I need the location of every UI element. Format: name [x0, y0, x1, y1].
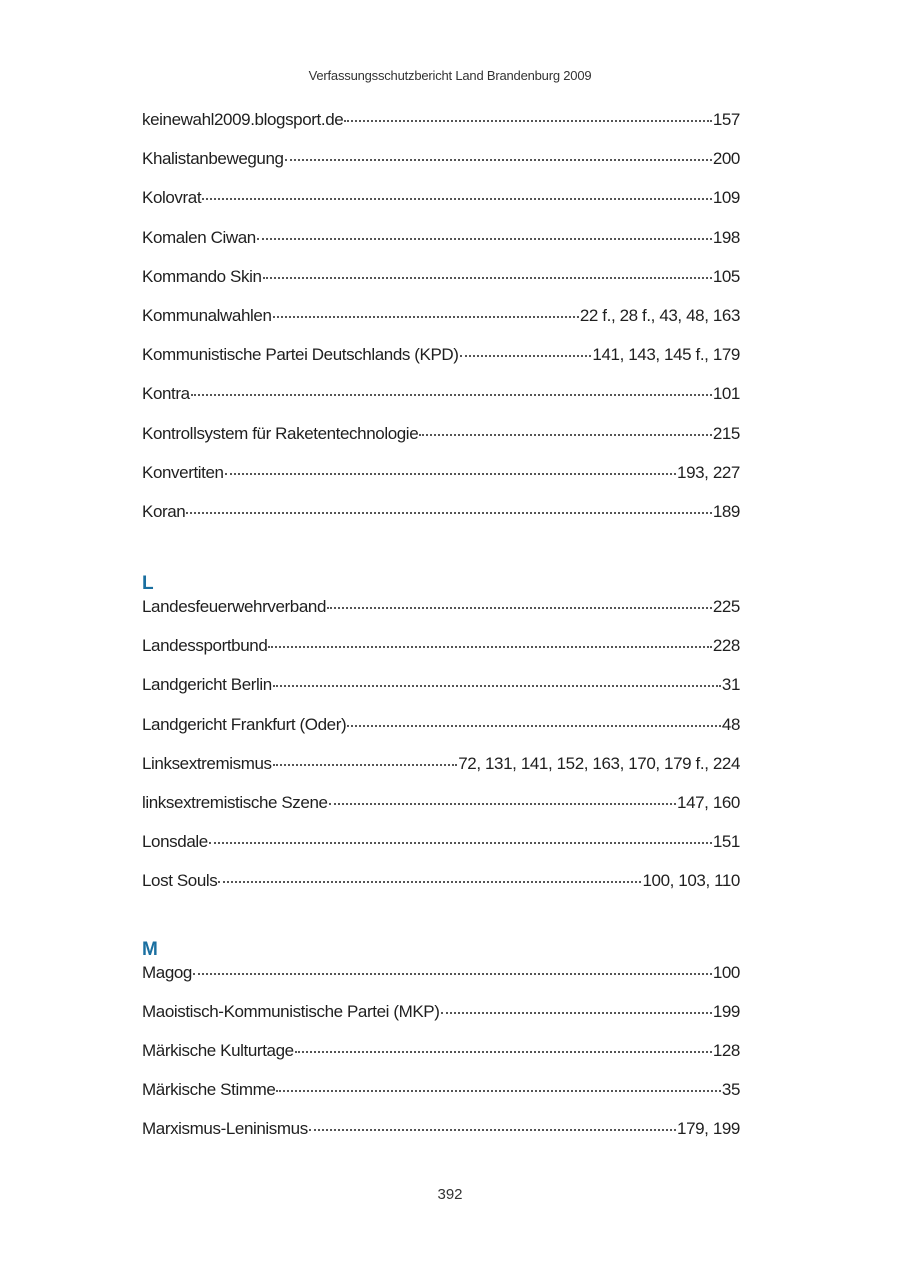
dot-leader	[218, 881, 641, 883]
dot-leader	[309, 1129, 676, 1131]
dot-leader	[273, 316, 579, 318]
dot-leader	[441, 1012, 712, 1014]
index-section-k	[142, 110, 740, 541]
dot-leader	[347, 725, 721, 727]
entry-term: Linksextremismus	[142, 753, 272, 773]
index-entry	[142, 228, 740, 267]
index-entry	[142, 1041, 740, 1080]
entry-term: Lost Souls	[142, 871, 218, 891]
entry-term: Kolovrat	[142, 188, 202, 208]
dot-leader	[327, 607, 712, 609]
running-header: Verfassungsschutzbericht Land Brandenburg 2009	[308, 68, 592, 83]
page-number: 392	[437, 1186, 463, 1203]
dot-leader	[419, 434, 712, 436]
entry-pages: 48	[721, 714, 740, 734]
entry-term: Lonsdale	[142, 832, 208, 852]
index-entry	[142, 754, 740, 793]
entry-pages: 35	[721, 1080, 740, 1100]
entry-pages: 179, 199	[677, 1119, 740, 1139]
entry-term: Kommando Skin	[142, 266, 262, 286]
entry-term: Landessportbund	[142, 636, 268, 656]
entry-pages: 193, 227	[677, 462, 740, 482]
entry-pages: 141, 143, 145 f., 179	[592, 345, 740, 365]
dot-leader	[202, 198, 712, 200]
index-entry	[142, 306, 740, 345]
entry-pages: 157	[712, 110, 740, 129]
entry-pages: 151	[712, 832, 740, 852]
entry-term: Kontrollsystem für Raketentechnologie	[142, 423, 419, 443]
index-entry	[142, 1119, 740, 1158]
entry-term: Landesfeuerwehrverband	[142, 597, 327, 617]
entry-term: Maoistisch-Kommunistische Partei (MKP)	[142, 1001, 440, 1021]
section-letter: L	[142, 573, 154, 595]
entry-term: linksextremistische Szene	[142, 793, 328, 812]
index-entry	[142, 384, 740, 423]
dot-leader	[285, 159, 712, 161]
entry-term: Landgericht Frankfurt (Oder)	[142, 714, 347, 734]
entry-pages: 189	[712, 501, 740, 521]
entry-term: Landgericht Berlin	[142, 675, 272, 695]
index-entry	[142, 424, 740, 463]
dot-leader	[263, 277, 712, 279]
entry-pages: 199	[712, 1001, 740, 1021]
entry-pages: 100	[712, 962, 740, 982]
index-entry	[142, 832, 740, 871]
index-entry	[142, 110, 740, 149]
dot-leader	[209, 842, 712, 844]
entry-term: Märkische Kulturtage	[142, 1040, 294, 1060]
index-entry	[142, 463, 740, 502]
index-entry	[142, 1002, 740, 1041]
index-section-m	[142, 911, 740, 1159]
index-entry	[142, 675, 740, 714]
entry-term: keinewahl2009.blogsport.de	[142, 110, 344, 129]
dot-leader	[268, 646, 711, 648]
dot-leader	[276, 1090, 720, 1092]
entry-term: Magog	[142, 962, 192, 982]
index-entry	[142, 715, 740, 754]
index-list	[142, 110, 740, 1159]
dot-leader	[191, 394, 712, 396]
entry-term: Koran	[142, 501, 186, 521]
index-entry	[142, 267, 740, 306]
dot-leader	[273, 764, 458, 766]
entry-term: Kommunistische Partei Deutschlands (KPD)	[142, 345, 459, 365]
index-entry	[142, 502, 740, 541]
dot-leader	[295, 1051, 712, 1053]
entry-pages: 109	[712, 188, 740, 208]
entry-pages: 31	[721, 675, 740, 695]
entry-term: Konvertiten	[142, 462, 224, 482]
dot-leader	[193, 973, 712, 975]
index-entry	[142, 871, 740, 910]
entry-term: Kontra	[142, 384, 190, 404]
entry-term: Märkische Stimme	[142, 1080, 276, 1100]
dot-leader	[186, 512, 711, 514]
dot-leader	[344, 120, 712, 122]
index-entry	[142, 963, 740, 1002]
entry-pages: 101	[712, 384, 740, 404]
index-entry	[142, 793, 740, 832]
entry-pages: 72, 131, 141, 152, 163, 170, 179 f., 224	[458, 753, 740, 773]
index-entry	[142, 597, 740, 636]
index-entry	[142, 149, 740, 188]
dot-leader	[273, 685, 721, 687]
entry-term: Komalen Ciwan	[142, 227, 256, 247]
index-entry	[142, 188, 740, 227]
index-entry	[142, 1080, 740, 1119]
index-section-l	[142, 545, 740, 911]
entry-pages: 147, 160	[677, 793, 740, 812]
entry-term: Marxismus-Leninismus	[142, 1119, 308, 1139]
entry-pages: 100, 103, 110	[642, 871, 740, 891]
section-letter: M	[142, 938, 158, 960]
entry-pages: 225	[712, 597, 740, 617]
index-entry	[142, 636, 740, 675]
entry-pages: 105	[712, 266, 740, 286]
entry-pages: 200	[712, 149, 740, 169]
entry-pages: 22 f., 28 f., 43, 48, 163	[579, 305, 740, 325]
dot-leader	[329, 803, 676, 805]
dot-leader	[257, 238, 712, 240]
dot-leader	[460, 355, 592, 357]
entry-term: Khalistanbewegung	[142, 149, 284, 169]
entry-pages: 198	[712, 227, 740, 247]
entry-term: Kommunalwahlen	[142, 305, 272, 325]
dot-leader	[225, 473, 676, 475]
entry-pages: 215	[712, 423, 740, 443]
entry-pages: 128	[712, 1040, 740, 1060]
entry-pages: 228	[712, 636, 740, 656]
index-entry	[142, 345, 740, 384]
